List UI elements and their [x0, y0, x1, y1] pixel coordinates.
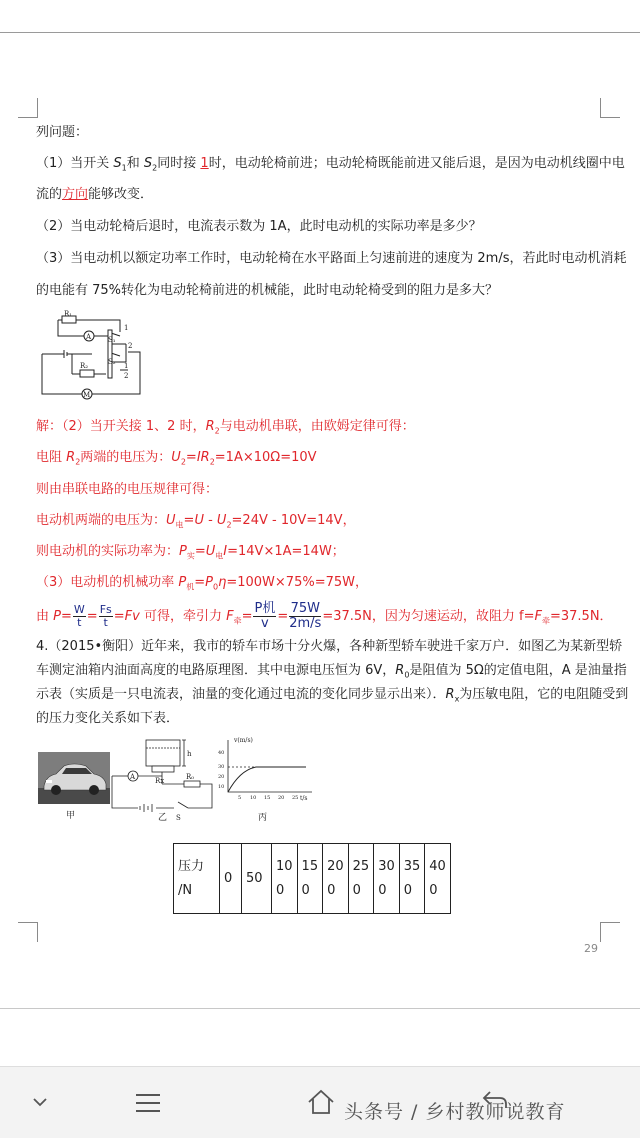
- question-3-line-2: 的电能有 75%转化为电动轮椅前进的机械能，此时电动轮椅受到的阻力是多大？: [36, 283, 499, 298]
- s2-label: S₂: [108, 358, 116, 366]
- y-tick-40: 40: [218, 750, 225, 756]
- question-4-line-3: 示表（实质是一只电流表，油量的变化通过电流的变化同步显示出来）．$R_x$为压敏电阻，它的电阻随受到: [36, 687, 629, 704]
- solution-line-1: 解：（2）当开关接 1、2 时，$R_2$与电动机串联，由欧姆定律可得：: [36, 419, 415, 436]
- table-cell: 25 0: [348, 844, 374, 914]
- question-4-line-2: 车测定油箱内油面高度的电路原理图．其中电源电压恒为 6V，$R_0$是阻值为 5Ω的定值电阻，A 是油量指: [36, 663, 627, 680]
- solution-line-5: 则电动机的实际功率为：$P_实=U_电I=14V\times 1A=14W$；: [36, 544, 345, 561]
- s1-label: S₁: [108, 336, 116, 344]
- crop-mark-top-left: [18, 98, 38, 118]
- crop-mark-bottom-right: [600, 922, 620, 942]
- figure-jia-label: [66, 808, 86, 822]
- ammeter-label: A: [86, 333, 92, 341]
- table-cell: 15 0: [297, 844, 323, 914]
- question-3-line-1: （3）当电动机以额定功率工作时，电动轮椅在水平路面上匀速前进的速度为 2m/s，若此时电动机消耗: [36, 251, 627, 266]
- menu-icon[interactable]: [134, 1092, 162, 1114]
- table-cell: 35 0: [399, 844, 425, 914]
- fraction-w-over-t: $\frac{W}{t}$: [73, 603, 85, 629]
- wheelchair-circuit-diagram: [36, 312, 156, 402]
- fraction-75w-over-2ms: $\frac{75W}{2m/s}$: [289, 601, 322, 631]
- pressure-table: [173, 843, 451, 914]
- motor-label: M: [83, 391, 91, 399]
- solution-line-3: 则由串联电路的电压规律可得：: [36, 482, 219, 497]
- rx-label: Rx: [155, 777, 165, 785]
- answer-blank-1: 1: [200, 156, 209, 171]
- solution-line-4: 电动机两端的电压为：$U_电=U - U_2=24V - 10V=14V$，: [36, 513, 356, 530]
- x-tick-20: 20: [278, 795, 285, 801]
- figure-yi-label: [158, 810, 178, 824]
- question-2: （2）当电动轮椅后退时，电流表示数为 1A，此时电动机的实际功率是多少？: [36, 219, 482, 234]
- question-4-line-1: 4.（2015•衡阳）近年来，我市的轿车市场十分火爆，各种新型轿车驶进千家万户．如图乙为某新型轿: [36, 639, 623, 654]
- top-divider: [0, 32, 640, 33]
- ammeter-a-label: A: [130, 773, 136, 781]
- terminal-2-label: 2: [128, 342, 133, 350]
- table-header-cell: 压力 /N: [174, 844, 220, 914]
- question-1-line-1: （1）当开关 $S_1$和 $S_2$同时接 1时，电动轮椅前进；电动轮椅既能前进又能后退，是因为电动机线圈中电: [36, 156, 625, 173]
- table-cell: 0: [220, 844, 242, 914]
- home-icon[interactable]: [306, 1088, 336, 1116]
- y-tick-20: 20: [218, 774, 225, 780]
- table-cell: 10 0: [272, 844, 298, 914]
- table-cell: 50: [242, 844, 272, 914]
- velocity-time-graph: [216, 736, 316, 816]
- h-label: h: [187, 750, 192, 758]
- watermark-text: 头条号 / 乡村教师说教育: [344, 1101, 566, 1123]
- page-number: 29: [584, 942, 598, 955]
- r2-label: R₂: [80, 362, 89, 370]
- solution-line-6: （3）电动机的机械功率 $P_机=P_0\eta=100W\times 75\%=75W$，: [36, 575, 368, 592]
- fraction-fs-over-t: $\frac{Fs}{t}$: [99, 603, 112, 629]
- svg-text:乙: 乙: [158, 813, 168, 823]
- chevron-down-icon[interactable]: [32, 1096, 48, 1108]
- fraction-p-over-v: $\frac{\text{P机}}{v}$: [254, 601, 276, 631]
- question-4-line-4: 的压力变化关系如下表．: [36, 711, 180, 726]
- table-cell: 20 0: [323, 844, 349, 914]
- solution-line-7: 由 P= $\frac{W}{t}$ = $\frac{Fs}{t}$ =Fv 可得，牵引力 $F_牵=$ $\frac{\text{P机}}{v}$ = $\frac{75W}{2m/s}$ =37.5N，因为匀速运动，故阻力 $f=F_牵=37.5N$．: [36, 601, 613, 631]
- svg-text:甲: 甲: [66, 811, 76, 821]
- table-cell: 30 0: [374, 844, 400, 914]
- switch-s-label: S: [176, 814, 181, 822]
- crop-mark-bottom-left: [18, 922, 38, 942]
- terminal-1-label: 1: [124, 324, 129, 332]
- x-tick-5: 5: [238, 795, 242, 801]
- car-photo: [38, 752, 110, 804]
- r1-label: R₁: [64, 310, 73, 318]
- t-axis-label: t/s: [300, 795, 308, 802]
- table-row: [174, 844, 451, 914]
- y-tick-10: 10: [218, 784, 225, 790]
- intro-text: 列问题：: [36, 125, 89, 140]
- x-tick-10: 10: [250, 795, 257, 801]
- r0-label: R₀: [186, 773, 195, 781]
- question-1-line-2: 流的方向能够改变．: [36, 187, 154, 202]
- table-cell: 40 0: [425, 844, 451, 914]
- x-tick-25: 25: [292, 795, 299, 801]
- solution-line-2: 电阻 $R_2$两端的电压为：$U_2=IR_2=1A\times 10\Omega=10V$: [36, 450, 317, 467]
- terminal-1b-label: 1: [124, 362, 129, 370]
- x-tick-15: 15: [264, 795, 271, 801]
- page-bottom-edge: [0, 1008, 640, 1009]
- answer-blank-2: 方向: [62, 187, 89, 202]
- y-tick-30: 30: [218, 764, 225, 770]
- crop-mark-top-right: [600, 98, 620, 118]
- terminal-2b-label: 2: [124, 372, 129, 380]
- svg-text:丙: 丙: [258, 813, 268, 823]
- figure-bing-label: [258, 810, 278, 824]
- v-axis-label: v(m/s): [234, 737, 253, 744]
